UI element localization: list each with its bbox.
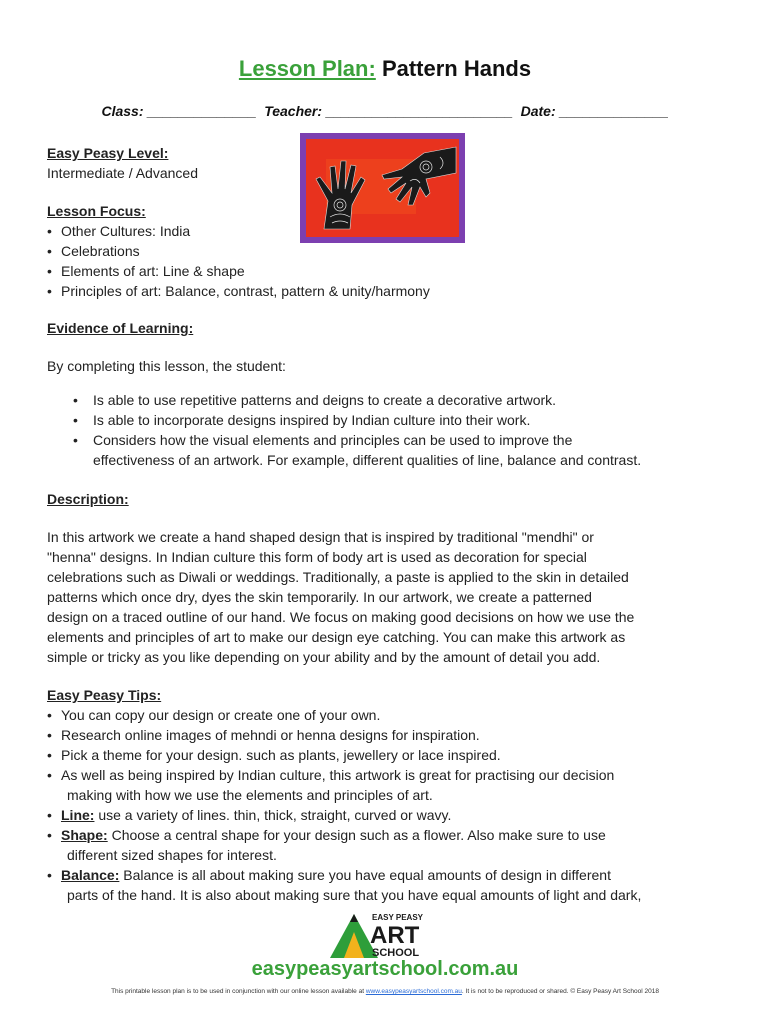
description-heading: Description: — [47, 491, 129, 507]
description-line: celebrations such as Diwali or weddings. Traditionally, a paste is applied to the skin in detailed — [47, 569, 629, 585]
tip-item: • As well as being inspired by Indian culture, this artwork is great for practising our decision — [47, 765, 727, 785]
site-url: easypeasyartschool.com.au — [251, 958, 519, 980]
tip-item: • Pick a theme for your design. such as plants, jewellery or lace inspired. — [47, 745, 727, 765]
evidence-heading: Evidence of Learning: — [47, 320, 194, 336]
focus-item: • Celebrations — [47, 241, 727, 261]
evidence-intro: By completing this lesson, the student: — [47, 358, 286, 374]
logo-line3: SCHOOL — [372, 947, 420, 959]
level-value: Intermediate / Advanced — [47, 165, 198, 181]
description-line: patterns which once dry, dyes the skin temporarily. In our artwork, we create a patterned — [47, 589, 592, 605]
tip-item: • Research online images of mehndi or henna designs for inspiration. — [47, 725, 727, 745]
teacher-blank: ________________________ — [325, 103, 513, 119]
easy-peasy-art-school-logo — [326, 910, 446, 960]
class-teacher-date-line — [0, 103, 770, 119]
evidence-item: • Is able to incorporate designs inspired by Indian culture into their work. — [47, 410, 727, 430]
level-heading: Easy Peasy Level: — [47, 145, 169, 161]
tip-item-balance — [47, 865, 727, 885]
date-label: Date: — [520, 103, 556, 119]
description-line: In this artwork we create a hand shaped design that is inspired by traditional "mendhi" or — [47, 529, 594, 545]
tip-line-text: use a variety of lines. thin, thick, straight, curved or wavy. — [94, 807, 452, 823]
description-section — [47, 489, 727, 667]
logo-line1: EASY PEASY — [372, 913, 423, 922]
description-line: design on a traced outline of our hand. We focus on making good decisions on how we use the — [47, 609, 635, 625]
evidence-section — [47, 318, 727, 470]
title-prefix: Lesson Plan: — [238, 56, 376, 81]
level-section — [47, 143, 727, 183]
focus-item: • Elements of art: Line & shape — [47, 261, 727, 281]
description-line: simple or tricky as you like depending on your ability and by the amount of detail you add. — [47, 649, 601, 665]
footer-pre: This printable lesson plan is to be used in conjunction with our online lesson available at — [111, 988, 366, 995]
evidence-item: • Is able to use repetitive patterns and deigns to create a decorative artwork. — [47, 390, 727, 410]
logo-line2: ART — [370, 922, 420, 949]
tip-item-line — [47, 805, 727, 825]
evidence-item-continued: effectiveness of an artwork. For example, different qualities of line, balance and contrast. — [93, 452, 642, 468]
tip-shape-text: Choose a central shape for your design such as a flower. Also make sure to use — [107, 827, 606, 843]
tip-shape-continued: different sized shapes for interest. — [67, 847, 277, 863]
tip-item-continued: making with how we use the elements and principles of art. — [67, 787, 433, 803]
title-main: Pattern Hands — [381, 56, 532, 81]
focus-heading: Lesson Focus: — [47, 203, 146, 219]
tips-section — [47, 685, 727, 905]
class-blank: ______________ — [147, 103, 257, 119]
focus-section — [47, 201, 727, 301]
tip-balance-text: Balance is all about making sure you have equal amounts of design in different — [119, 867, 611, 883]
tip-shape-label: Shape: — [61, 827, 108, 843]
description-line: elements and principles of art to make our design eye catching. You can make this artwork as — [47, 629, 626, 645]
class-label: Class: — [101, 103, 144, 119]
date-blank: ______________ — [559, 103, 669, 119]
focus-item: • Principles of art: Balance, contrast, pattern & unity/harmony — [47, 281, 727, 301]
teacher-label: Teacher: — [264, 103, 323, 119]
description-line: "henna" designs. In Indian culture this form of body art is used as decoration for special — [47, 549, 587, 565]
tip-item: • You can copy our design or create one of your own. — [47, 705, 727, 725]
tips-heading: Easy Peasy Tips: — [47, 687, 162, 703]
evidence-item: • Considers how the visual elements and principles can be used to improve the — [47, 430, 727, 450]
footer-link[interactable]: www.easypeasyartschool.com.au — [365, 988, 462, 995]
tip-item-shape — [47, 825, 727, 845]
tip-balance-label: Balance: — [61, 867, 120, 883]
page-title — [0, 56, 770, 82]
focus-item: • Other Cultures: India — [47, 221, 727, 241]
footer-post: . It is not to be reproduced or shared. © Easy Peasy Art School 2018 — [461, 988, 659, 995]
tip-line-label: Line: — [61, 807, 95, 823]
footer-notice — [0, 988, 770, 995]
tip-balance-continued: parts of the hand. It is also about making sure that you have equal amounts of light and dark, — [67, 887, 642, 903]
